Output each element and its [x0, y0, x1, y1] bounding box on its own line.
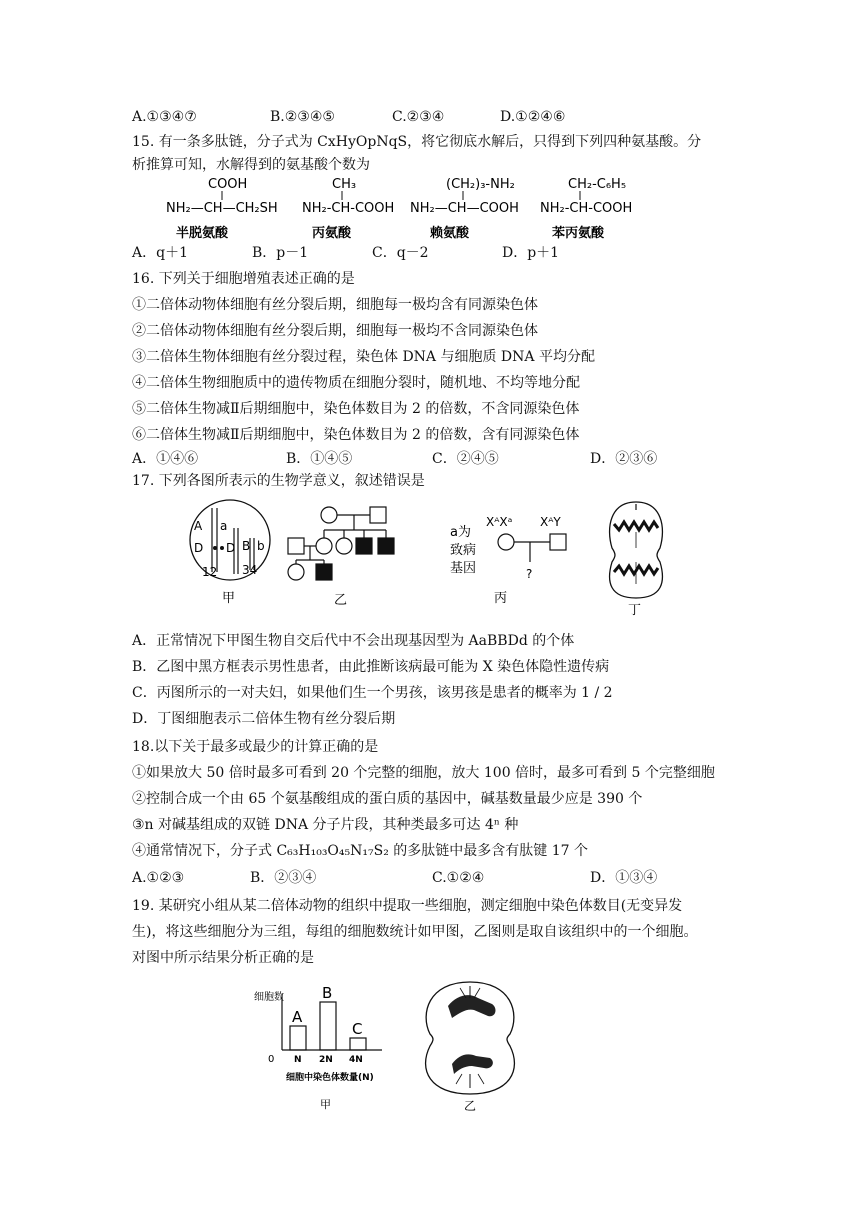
- q16-statement-5: ⑤二倍体生物减Ⅱ后期细胞中，染色体数目为 2 的倍数，不含同源染色体: [132, 401, 580, 417]
- note-line-1: a为: [450, 525, 471, 540]
- figure-q19-yi-caption: 乙: [464, 1099, 477, 1113]
- bar-label-C: C: [352, 1020, 363, 1038]
- q18-statement-1: ①如果放大 50 倍时最多可看到 20 个完整的细胞，放大 100 倍时，最多可看到 5 个完整细胞: [132, 765, 715, 781]
- q15-stem-line2: 析推算可知，水解得到的氨基酸个数为: [132, 157, 370, 173]
- q14-option-a: A.①③④⑦: [132, 109, 197, 125]
- chromosome-numbers-12: 12: [202, 565, 218, 579]
- q15-option-d: D．p＋1: [502, 245, 560, 261]
- chart-xlabel: 细胞中染色体数量(N): [286, 1073, 374, 1083]
- cysteine-name: 半脱氨酸: [176, 226, 229, 241]
- bar-label-A: A: [292, 1008, 303, 1026]
- q17-option-d: D．丁图细胞表示二倍体生物有丝分裂后期: [132, 711, 396, 727]
- bar-N: [290, 1026, 306, 1050]
- amino-acid-alanine: [302, 177, 394, 241]
- tick-label-N: N: [294, 1055, 302, 1065]
- figure-jia-caption: 甲: [222, 591, 236, 606]
- figure-yi-caption: 乙: [334, 593, 348, 608]
- chromosome-count-bar-chart: [252, 984, 392, 1114]
- bar-2N: [320, 1002, 336, 1050]
- amino-acid-lysine: [410, 177, 519, 241]
- q19-stem-line2: 生)，将这些细胞分为三组，每组的细胞数统计如甲图，乙图则是取自该组织中的一个细胞。: [132, 924, 698, 940]
- mother-genotype: XᴬXᵃ: [486, 515, 513, 529]
- q15-stem-line1: 15. 有一条多肽链，分子式为 CxHyOpNqS，将它彻底水解后，只得到下列四种氨基酸。分: [132, 134, 702, 150]
- cysteine-formula: NH₂—CH—CH₂SH: [166, 201, 278, 216]
- chart-caption: 甲: [320, 1098, 331, 1111]
- alanine-formula: NH₂-CH-COOH: [302, 201, 395, 216]
- q16-statement-2: ②二倍体动物体细胞有丝分裂后期，细胞每一极均不含同源染色体: [132, 323, 538, 339]
- figure-ding-caption: 丁: [628, 603, 642, 616]
- q17-option-a: A．正常情况下甲图生物自交后代中不会出现基因型为 AaBBDd 的个体: [132, 633, 575, 649]
- chart-origin: 0: [268, 1054, 275, 1065]
- q19-stem-line1: 19. 某研究小组从某二倍体动物的组织中提取一些细胞，测定细胞中染色体数目(无变异发: [132, 898, 683, 914]
- amino-acid-structures: [160, 176, 650, 242]
- gene-A: A: [194, 519, 203, 533]
- chart-ylabel: 细胞数: [254, 992, 284, 1003]
- q18-statement-4: ④通常情况下，分子式 C₆₃H₁₀₃O₄₅N₁₇S₂ 的多肽链中最多含有肽键 17 个: [132, 843, 588, 859]
- amino-acid-cysteine: [166, 177, 278, 241]
- alanine-name: 丙氨酸: [312, 226, 352, 241]
- q17-option-b: B．乙图中黑方框表示男性患者，由此推断该病最可能为 X 染色体隐性遗传病: [132, 659, 610, 675]
- father-genotype: XᴬY: [540, 515, 561, 529]
- gene-D-left: D: [194, 541, 204, 555]
- phenylalanine-name: 苯丙氨酸: [552, 226, 605, 241]
- tick-label-4N: 4N: [349, 1055, 363, 1065]
- q17-option-c: C．丙图所示的一对夫妇，如果他们生一个男孩，该男孩是患者的概率为 1 / 2: [132, 685, 613, 701]
- q18-statement-3: ③n 对碱基组成的双链 DNA 分子片段，其种类最多可达 4ⁿ 种: [132, 817, 519, 833]
- q16-option-c: C．②④⑤: [432, 451, 499, 467]
- q15-option-a: A．q＋1: [132, 245, 188, 261]
- q16-statement-4: ④二倍体生物细胞质中的遗传物质在细胞分裂时，随机地、不均等地分配: [132, 375, 580, 391]
- q14-option-c: C.②③④: [392, 109, 445, 125]
- q16-statement-1: ①二倍体动物体细胞有丝分裂后期，细胞每一极均含有同源染色体: [132, 297, 538, 313]
- lysine-side-group: (CH₂)₃-NH₂: [446, 177, 515, 192]
- phenylalanine-side-group: CH₂-C₆H₅: [568, 177, 627, 192]
- bar-label-B: B: [322, 984, 333, 1002]
- q16-option-b: B．①④⑤: [286, 451, 353, 467]
- q18-stem: 18.以下关于最多或最少的计算正确的是: [132, 739, 379, 755]
- q17-stem: 17. 下列各图所表示的生物学意义，叙述错误是: [132, 473, 425, 489]
- q16-statement-3: ③二倍体生物体细胞有丝分裂过程，染色体 DNA 与细胞质 DNA 平均分配: [132, 349, 595, 365]
- tick-label-2N: 2N: [319, 1055, 333, 1065]
- amino-acid-phenylalanine: [540, 177, 632, 241]
- alanine-side-group: CH₃: [332, 177, 357, 192]
- q19-stem-line3: 对图中所示结果分析正确的是: [132, 950, 314, 966]
- q16-stem: 16. 下列关于细胞增殖表述正确的是: [132, 271, 355, 287]
- offspring-unknown: ?: [526, 567, 533, 581]
- q16-option-a: A．①④⑥: [132, 451, 199, 467]
- q18-option-b: B．②③④: [250, 870, 317, 886]
- q14-option-b: B.②③④⑤: [270, 109, 335, 125]
- cysteine-side-group: COOH: [208, 177, 248, 192]
- phenylalanine-formula: NH₂-CH-COOH: [540, 201, 633, 216]
- q16-statement-6: ⑥二倍体生物减Ⅱ后期细胞中，染色体数目为 2 的倍数，含有同源染色体: [132, 427, 580, 443]
- q18-statement-2: ②控制合成一个由 65 个氨基酸组成的蛋白质的基因中，碱基数量最少应是 390 个: [132, 791, 643, 807]
- gene-a: a: [220, 519, 228, 533]
- gene-B: B: [242, 539, 251, 553]
- q14-option-d: D.①②④⑥: [500, 109, 566, 125]
- lysine-formula: NH₂—CH—COOH: [410, 201, 519, 216]
- note-line-3: 基因: [450, 561, 477, 576]
- q16-option-d: D．②③⑥: [590, 451, 658, 467]
- figure-q19-yi-cell: [408, 978, 536, 1114]
- figure-bing-caption: 丙: [494, 591, 508, 606]
- gene-b: b: [257, 539, 265, 553]
- figure-jia-cell: [182, 498, 282, 606]
- q18-option-c: C.①②④: [432, 870, 485, 886]
- gene-D-right: D: [226, 541, 236, 555]
- q15-option-b: B．p－1: [252, 245, 309, 261]
- bar-4N: [350, 1038, 366, 1050]
- figure-ding-cell: [600, 500, 672, 616]
- q18-option-a: A.①②③: [132, 870, 185, 886]
- q15-option-c: C．q－2: [372, 245, 429, 261]
- figure-bing-cross: [448, 514, 588, 606]
- lysine-name: 赖氨酸: [430, 226, 470, 241]
- note-line-2: 致病: [450, 543, 477, 558]
- chromosome-numbers-34: 34: [242, 563, 258, 577]
- q18-option-d: D．①③④: [590, 870, 658, 886]
- figure-yi-pedigree: [284, 500, 404, 608]
